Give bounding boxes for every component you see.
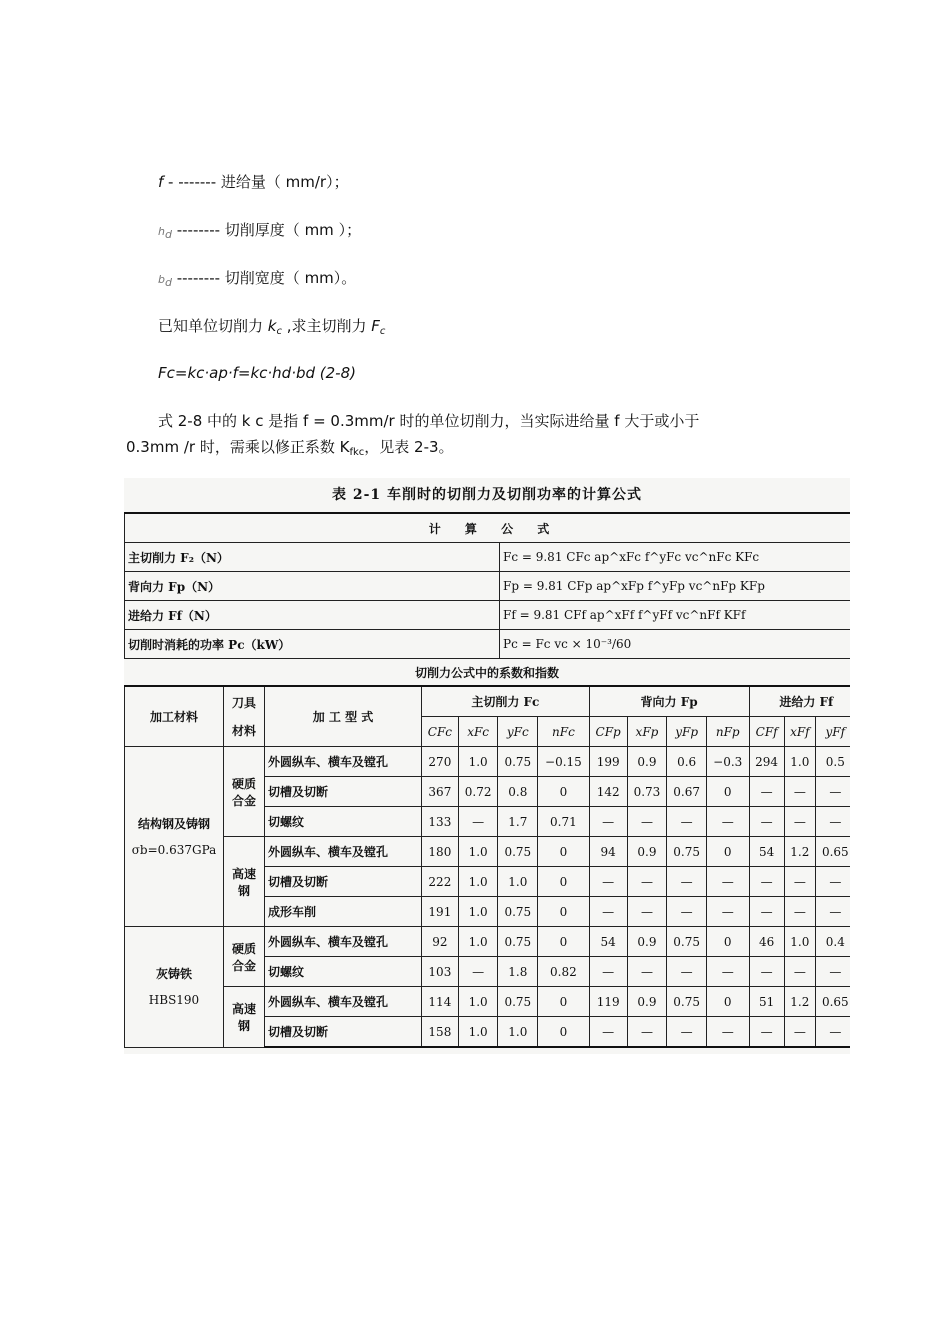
known-line bbox=[158, 316, 385, 336]
value-cell: — bbox=[667, 897, 707, 927]
value-cell: 199 bbox=[589, 747, 627, 777]
value-cell: — bbox=[749, 1017, 784, 1048]
value-cell: — bbox=[667, 867, 707, 897]
value-cell: 1.2 bbox=[784, 987, 815, 1017]
value-cell: — bbox=[784, 1017, 815, 1048]
value-cell: — bbox=[784, 957, 815, 987]
value-cell: 0.67 bbox=[667, 777, 707, 807]
material-strength: HBS190 bbox=[148, 992, 200, 1007]
def-width-text: -------- 切削宽度（ mm）。 bbox=[171, 269, 357, 287]
value-cell: 0.72 bbox=[458, 777, 498, 807]
value-cell: 0 bbox=[538, 777, 590, 807]
col-sub: nFp bbox=[706, 717, 749, 747]
known-F-sub: c bbox=[379, 326, 386, 337]
value-cell: 0.8 bbox=[498, 777, 538, 807]
value-cell: — bbox=[784, 777, 815, 807]
value-cell: 1.0 bbox=[458, 897, 498, 927]
value-cell: 0.65 bbox=[815, 987, 850, 1017]
value-cell: — bbox=[815, 897, 850, 927]
known-k-sub: c bbox=[276, 326, 282, 337]
tool-cell: 高速钢 bbox=[224, 837, 265, 927]
value-cell: 0 bbox=[706, 927, 749, 957]
value-cell: 46 bbox=[749, 927, 784, 957]
col-sub: xFp bbox=[627, 717, 667, 747]
form-cell: 切槽及切断 bbox=[265, 777, 422, 807]
def-thickness bbox=[158, 220, 361, 242]
col-group-ff: 进给力 Ff bbox=[749, 686, 850, 717]
col-sub: xFc bbox=[458, 717, 498, 747]
value-cell: 114 bbox=[422, 987, 459, 1017]
value-cell: 0.6 bbox=[667, 747, 707, 777]
table-row bbox=[125, 927, 851, 957]
col-sub: xFf bbox=[784, 717, 815, 747]
value-cell: — bbox=[784, 807, 815, 837]
value-cell: 0.73 bbox=[627, 777, 667, 807]
value-cell: — bbox=[627, 867, 667, 897]
formula-expr: Pc = Fc vc × 10⁻³/60 bbox=[500, 630, 851, 659]
value-cell: — bbox=[627, 807, 667, 837]
formula-expr: Ff = 9.81 CFf ap^xFf f^yFf vc^nFf KFf bbox=[500, 601, 851, 630]
form-cell: 切螺纹 bbox=[265, 957, 422, 987]
formula-expr: Fc = 9.81 CFc ap^xFc f^yFc vc^nFc KFc bbox=[500, 543, 851, 572]
value-cell: 1.0 bbox=[498, 867, 538, 897]
def-width-symbol: b bbox=[158, 273, 165, 286]
value-cell: 1.7 bbox=[498, 807, 538, 837]
value-cell: 142 bbox=[589, 777, 627, 807]
form-cell: 外圆纵车、横车及镗孔 bbox=[265, 747, 422, 777]
formula-label: 背向力 Fp（N） bbox=[125, 572, 500, 601]
value-cell: 0 bbox=[538, 837, 590, 867]
value-cell: — bbox=[589, 867, 627, 897]
material-name: 灰铸铁 bbox=[155, 966, 192, 981]
value-cell: 222 bbox=[422, 867, 459, 897]
paragraph-line-2 bbox=[126, 434, 766, 460]
value-cell: 0.75 bbox=[498, 747, 538, 777]
value-cell: — bbox=[706, 897, 749, 927]
value-cell: — bbox=[815, 777, 850, 807]
value-cell: 0 bbox=[538, 1017, 590, 1048]
value-cell: 0.9 bbox=[627, 837, 667, 867]
value-cell: 1.0 bbox=[498, 1017, 538, 1048]
paragraph-line-2b: ，见表 2-3。 bbox=[364, 438, 454, 456]
material-cell bbox=[125, 747, 224, 927]
value-cell: 0.9 bbox=[627, 987, 667, 1017]
value-cell: 0.5 bbox=[815, 747, 850, 777]
value-cell: 180 bbox=[422, 837, 459, 867]
value-cell: −0.15 bbox=[538, 747, 590, 777]
value-cell: 1.0 bbox=[458, 837, 498, 867]
col-sub: CFc bbox=[422, 717, 459, 747]
value-cell: 0 bbox=[706, 777, 749, 807]
formula-header: 计 算 公 式 bbox=[125, 513, 851, 543]
col-tool: 刀具材料 bbox=[224, 686, 265, 747]
value-cell: 158 bbox=[422, 1017, 459, 1048]
value-cell: 0 bbox=[706, 987, 749, 1017]
equation-2-8: Fc=kc·ap·f=kc·hd·bd (2-8) bbox=[158, 364, 356, 382]
col-sub: yFf bbox=[815, 717, 850, 747]
value-cell: 0.75 bbox=[498, 897, 538, 927]
def-thickness-sub: d bbox=[164, 228, 172, 241]
value-cell: 0.4 bbox=[815, 927, 850, 957]
value-cell: — bbox=[589, 1017, 627, 1048]
value-cell: — bbox=[784, 867, 815, 897]
value-cell: — bbox=[589, 807, 627, 837]
form-cell: 外圆纵车、横车及镗孔 bbox=[265, 837, 422, 867]
value-cell: — bbox=[749, 897, 784, 927]
formula-table bbox=[124, 512, 850, 659]
formula-label: 主切削力 F₂（N） bbox=[125, 543, 500, 572]
value-cell: 0.75 bbox=[667, 927, 707, 957]
value-cell: −0.3 bbox=[706, 747, 749, 777]
table-row bbox=[125, 987, 851, 1017]
value-cell: 0.71 bbox=[538, 807, 590, 837]
value-cell: 1.8 bbox=[498, 957, 538, 987]
table-title: 表 2-1 车削时的切削力及切削功率的计算公式 bbox=[331, 487, 643, 503]
value-cell: 54 bbox=[589, 927, 627, 957]
formula-label: 进给力 Ff（N） bbox=[125, 601, 500, 630]
value-cell: 270 bbox=[422, 747, 459, 777]
value-cell: — bbox=[815, 957, 850, 987]
value-cell: — bbox=[458, 957, 498, 987]
col-sub: CFp bbox=[589, 717, 627, 747]
def-feed-text: - ------- 进给量（ mm/r）； bbox=[163, 173, 349, 191]
col-form: 加 工 型 式 bbox=[265, 686, 422, 747]
def-thickness-text: -------- 切削厚度（ mm ）； bbox=[171, 221, 362, 239]
form-cell: 成形车削 bbox=[265, 897, 422, 927]
tool-cell: 高速钢 bbox=[224, 987, 265, 1048]
value-cell: 0.65 bbox=[815, 837, 850, 867]
value-cell: 191 bbox=[422, 897, 459, 927]
material-name: 结构钢及铸钢 bbox=[137, 816, 210, 831]
form-cell: 外圆纵车、横车及镗孔 bbox=[265, 987, 422, 1017]
known-F: F bbox=[371, 317, 380, 335]
value-cell: 0.75 bbox=[498, 927, 538, 957]
col-group-fp: 背向力 Fp bbox=[589, 686, 749, 717]
col-sub: yFp bbox=[667, 717, 707, 747]
value-cell: 133 bbox=[422, 807, 459, 837]
value-cell: 0 bbox=[538, 927, 590, 957]
value-cell: 0.9 bbox=[627, 927, 667, 957]
value-cell: — bbox=[667, 957, 707, 987]
value-cell: 1.0 bbox=[458, 1017, 498, 1048]
value-cell: 367 bbox=[422, 777, 459, 807]
material-cell bbox=[125, 927, 224, 1048]
col-group-fc: 主切削力 Fc bbox=[422, 686, 590, 717]
value-cell: 92 bbox=[422, 927, 459, 957]
tool-cell: 硬质合金 bbox=[224, 747, 265, 837]
value-cell: — bbox=[627, 1017, 667, 1048]
col-material: 加工材料 bbox=[125, 686, 224, 747]
def-feed bbox=[158, 172, 349, 192]
coef-table bbox=[124, 685, 850, 1048]
coef-title: 切削力公式中的系数和指数 bbox=[414, 666, 559, 680]
col-sub: nFc bbox=[538, 717, 590, 747]
formula-row bbox=[125, 601, 851, 630]
def-width-sub: d bbox=[164, 276, 172, 289]
form-cell: 切槽及切断 bbox=[265, 1017, 422, 1048]
value-cell: — bbox=[589, 957, 627, 987]
paragraph-line-2-sub: fkc bbox=[349, 447, 365, 458]
scanned-table bbox=[124, 478, 850, 1054]
value-cell: 0.9 bbox=[627, 747, 667, 777]
value-cell: 1.0 bbox=[784, 747, 815, 777]
table-row bbox=[125, 747, 851, 777]
value-cell: — bbox=[815, 807, 850, 837]
col-sub: yFc bbox=[498, 717, 538, 747]
material-strength: σb=0.637GPa bbox=[131, 842, 217, 857]
value-cell: — bbox=[784, 897, 815, 927]
value-cell: 0.75 bbox=[667, 987, 707, 1017]
value-cell: 0 bbox=[538, 897, 590, 927]
value-cell: — bbox=[589, 897, 627, 927]
value-cell: 1.0 bbox=[458, 867, 498, 897]
value-cell: — bbox=[749, 777, 784, 807]
def-thickness-symbol: h bbox=[158, 225, 165, 238]
value-cell: 294 bbox=[749, 747, 784, 777]
value-cell: 1.0 bbox=[458, 927, 498, 957]
coef-body bbox=[125, 747, 851, 1048]
formula-row bbox=[125, 630, 851, 659]
known-text: 已知单位切削力 bbox=[158, 317, 268, 335]
value-cell: — bbox=[706, 957, 749, 987]
value-cell: 1.0 bbox=[458, 747, 498, 777]
value-cell: — bbox=[458, 807, 498, 837]
paragraph bbox=[126, 408, 766, 460]
value-cell: — bbox=[627, 957, 667, 987]
paragraph-line-1: 式 2-8 中的 k c 是指 f = 0.3mm/r 时的单位切削力，当实际进给量 f 大于或小于 bbox=[158, 412, 700, 430]
value-cell: 103 bbox=[422, 957, 459, 987]
value-cell: — bbox=[749, 957, 784, 987]
formula-expr: Fp = 9.81 CFp ap^xFp f^yFp vc^nFp KFp bbox=[500, 572, 851, 601]
value-cell: 94 bbox=[589, 837, 627, 867]
value-cell: — bbox=[749, 867, 784, 897]
value-cell: 119 bbox=[589, 987, 627, 1017]
value-cell: — bbox=[627, 897, 667, 927]
form-cell: 切螺纹 bbox=[265, 807, 422, 837]
tool-cell: 硬质合金 bbox=[224, 927, 265, 987]
value-cell: 1.2 bbox=[784, 837, 815, 867]
value-cell: 51 bbox=[749, 987, 784, 1017]
value-cell: — bbox=[815, 1017, 850, 1048]
formula-label: 切削时消耗的功率 Pc（kW） bbox=[125, 630, 500, 659]
table-row bbox=[125, 837, 851, 867]
value-cell: 1.0 bbox=[784, 927, 815, 957]
value-cell: 0.82 bbox=[538, 957, 590, 987]
value-cell: 1.0 bbox=[458, 987, 498, 1017]
value-cell: 54 bbox=[749, 837, 784, 867]
def-feed-symbol: f bbox=[158, 173, 164, 191]
value-cell: — bbox=[667, 1017, 707, 1048]
value-cell: — bbox=[706, 1017, 749, 1048]
value-cell: — bbox=[667, 807, 707, 837]
form-cell: 外圆纵车、横车及镗孔 bbox=[265, 927, 422, 957]
formula-row bbox=[125, 543, 851, 572]
value-cell: — bbox=[749, 807, 784, 837]
known-k: k bbox=[267, 317, 277, 335]
col-sub: CFf bbox=[749, 717, 784, 747]
formula-row bbox=[125, 572, 851, 601]
value-cell: — bbox=[706, 807, 749, 837]
value-cell: 0 bbox=[706, 837, 749, 867]
value-cell: 0 bbox=[538, 867, 590, 897]
form-cell: 切槽及切断 bbox=[265, 867, 422, 897]
value-cell: 0.75 bbox=[498, 987, 538, 1017]
value-cell: — bbox=[706, 867, 749, 897]
value-cell: 0.75 bbox=[667, 837, 707, 867]
def-width bbox=[158, 268, 356, 290]
known-mid: ,求主切削力 bbox=[281, 317, 372, 335]
value-cell: 0.75 bbox=[498, 837, 538, 867]
paragraph-line-2a: 0.3mm /r 时，需乘以修正系数 K bbox=[126, 438, 350, 456]
value-cell: 0 bbox=[538, 987, 590, 1017]
value-cell: — bbox=[815, 867, 850, 897]
